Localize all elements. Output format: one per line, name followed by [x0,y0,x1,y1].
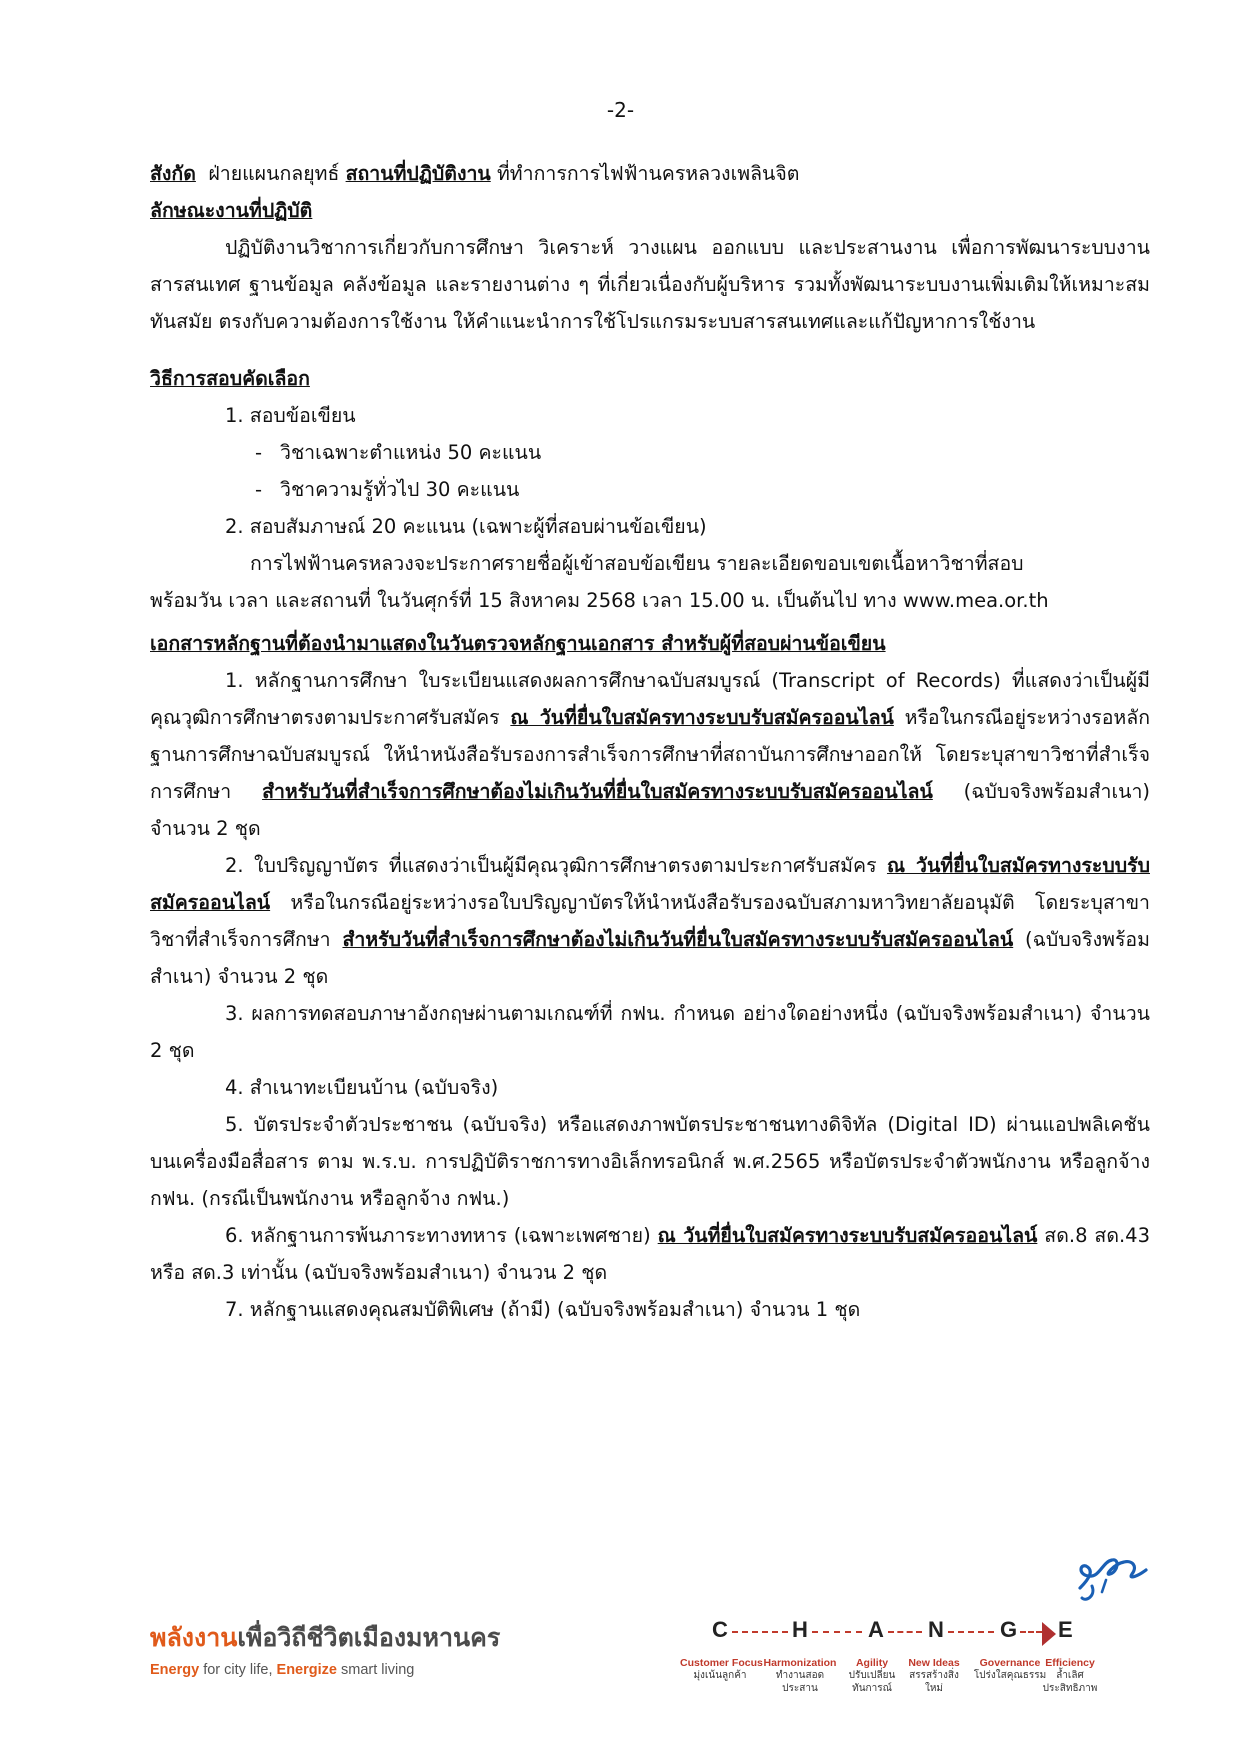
doc2-emphasis: ณ วันที่ยื่นใบสมัครทางระบบรับสมัครออนไลน์ [150,854,1150,914]
workplace-label: สถานที่ปฏิบัติงาน [345,162,491,185]
change-letter: G [1000,1617,1018,1642]
value-en: New Ideas [908,1657,960,1669]
doc6-text: 6. หลักฐานการพ้นภาระทางทหาร (เฉพาะเพศชาย) [225,1224,658,1247]
brand-slogan-th [150,1618,500,1658]
value-harmonization [760,1657,840,1695]
change-letter: A [868,1617,884,1642]
signature-mark [1072,1540,1152,1610]
document-item-6 [150,1217,1150,1291]
selection-subitem: - วิชาเฉพาะตำแหน่ง 50 คะแนน [255,441,542,464]
selection-item-written: 1. สอบข้อเขียน [225,404,356,427]
doc1-text: 1. หลักฐานการศึกษา ใบระเบียนแสดงผลการศึกษาฉบับสมบูรณ์ (Transcript of Records) ที่แสดงว่าเป็นผู้มีคุณวุฒิการศึกษาตรงตามประกาศรับสมัคร [150,669,1150,729]
doc1-text: (ฉบับจริงพร้อมสำเนา) จำนวน 2 ชุด [150,780,1151,840]
brand-en-text: smart living [336,1662,415,1678]
change-letter: N [928,1617,944,1642]
selection-item-interview: 2. สอบสัมภาษณ์ 20 คะแนน (เฉพาะผู้ที่สอบผ่านข้อเขียน) [225,515,707,538]
document-item-4: 4. สำเนาทะเบียนบ้าน (ฉบับจริง) [225,1076,499,1099]
doc1-text: หรือในกรณีอยู่ระหว่างรอหลักฐานการศึกษาฉบับสมบูรณ์ ให้นำหนังสือรับรองการสำเร็จการศึกษาที่สถาบันการศึกษาออกให้ โดยระบุสาขาวิชาที่สำเร็จการศึกษา [150,706,1151,803]
doc6-text: สด.8 สด.43 หรือ สด.3 เท่านั้น (ฉบับจริงพร้อมสำเนา) จำนวน 2 ชุด [150,1224,1150,1284]
value-new-ideas [894,1657,974,1695]
document-body [150,155,1150,1328]
brand-en-text: for city life, [199,1662,277,1678]
value-en: Agility [855,1657,889,1669]
subitem-text: วิชาความรู้ทั่วไป 30 คะแนน [280,478,520,501]
announce-line-1: การไฟฟ้านครหลวงจะประกาศรายชื่อผู้เข้าสอบข้อเขียน รายละเอียดขอบเขตเนื้อหาวิชาที่สอบ [250,552,1024,575]
value-customer-focus [680,1657,763,1682]
selection-subitem: - วิชาความรู้ทั่วไป 30 คะแนน [255,478,520,501]
document-item-5: 5. บัตรประจำตัวประชาชน (ฉบับจริง) หรือแสดงภาพบัตรประชาชนทางดิจิทัล (Digital ID) ผ่านแอปพลิเคชันบนเครื่องมือสื่อสาร ตาม พ.ร.บ. การปฏิบัติราชการทางอิเล็กทรอนิกส์ พ.ศ.2565 หรือบัตรประจำตัวพนักงาน หรือลูกจ้าง กฟน. (กรณีเป็นพนักงาน หรือลูกจ้าง กฟน.) [150,1113,1150,1210]
value-en: Efficiency [1045,1657,1095,1669]
value-efficiency [1032,1657,1108,1695]
footer-brand [150,1618,500,1678]
documents-heading: เอกสารหลักฐานที่ต้องนำมาแสดงในวันตรวจหลักฐานเอกสาร สำหรับผู้ที่สอบผ่านข้อเขียน [150,632,886,655]
affiliation-value: ฝ่ายแผนกลยุทธ์ [208,162,340,185]
brand-th-rest: เพื่อวิถีชีวิตเมืองมหานคร [237,1623,501,1652]
document-item-7: 7. หลักฐานแสดงคุณสมบัติพิเศษ (ถ้ามี) (ฉบับจริงพร้อมสำเนา) จำนวน 1 ชุด [225,1298,861,1321]
doc2-emphasis: สำหรับวันที่สำเร็จการศึกษาต้องไม่เกินวันที่ยื่นใบสมัครทางระบบรับสมัครออนไลน์ [342,928,1014,951]
value-th: มุ่งเน้นลูกค้า [693,1670,747,1681]
brand-th-accent: พลังงาน [150,1623,238,1652]
subitem-text: วิชาเฉพาะตำแหน่ง 50 คะแนน [280,441,542,464]
doc2-text: 2. ใบปริญญาบัตร ที่แสดงว่าเป็นผู้มีคุณวุฒิการศึกษาตรงตามประกาศรับสมัคร [225,854,887,877]
value-en: Harmonization [763,1657,837,1669]
doc1-emphasis: สำหรับวันที่สำเร็จการศึกษาต้องไม่เกินวันที่ยื่นใบสมัครทางระบบรับสมัครออนไลน์ [262,780,933,803]
page-number: -2- [606,98,635,122]
value-th: ล้ำเลิศประสิทธิภาพ [1042,1670,1098,1694]
change-letter: E [1058,1617,1073,1642]
brand-en-energize: Energize [276,1662,337,1678]
value-en: Customer Focus [680,1657,763,1669]
value-en: Governance [979,1657,1041,1669]
change-letter: H [792,1617,808,1642]
job-nature-heading: ลักษณะงานที่ปฏิบัติ [150,199,313,222]
doc1-emphasis: ณ วันที่ยื่นใบสมัครทางระบบรับสมัครออนไลน์ [510,706,894,729]
affiliation-label: สังกัด [150,162,196,185]
arrow-icon [1042,1622,1056,1646]
value-th: โปร่งใสคุณธรรม [973,1670,1047,1681]
affiliation-line [150,155,1150,192]
document-item-1 [150,662,1150,847]
announce-line-2: พร้อมวัน เวลา และสถานที่ ในวันศุกร์ที่ 15 สิงหาคม 2568 เวลา 15.00 น. เป็นต้นไป ทาง www.mea.or.th [150,589,1049,612]
job-nature-text: ปฏิบัติงานวิชาการเกี่ยวกับการศึกษา วิเคราะห์ วางแผน ออกแบบ และประสานงาน เพื่อการพัฒนาระบบงานสารสนเทศ ฐานข้อมูล คลังข้อมูล และรายงานต่าง ๆ ที่เกี่ยวเนื่องกับผู้บริหาร รวมทั้งพัฒนาระบบงานเพิ่มเติมให้เหมาะสม ทันสมัย ตรงกับความต้องการใช้งาน ให้คำแนะนำการใช้โปรแกรมระบบสารสนเทศและแก้ปัญหาการใช้งาน [150,236,1150,333]
change-values-graphic [680,1617,1120,1707]
brand-slogan-en [150,1662,500,1678]
value-th: ทำงานสอดประสาน [775,1670,825,1694]
value-th: สรรสร้างสิ่งใหม่ [909,1670,959,1694]
change-letters [680,1617,1120,1647]
selection-heading: วิธีการสอบคัดเลือก [150,367,310,390]
document-item-2 [150,847,1150,995]
change-letter: C [712,1617,728,1642]
value-th: ปรับเปลี่ยนทันการณ์ [848,1670,896,1694]
workplace-value: ที่ทำการการไฟฟ้านครหลวงเพลินจิต [496,162,800,185]
doc2-text: หรือในกรณีอยู่ระหว่างรอใบปริญญาบัตรให้นำหนังสือรับรองฉบับสภามหาวิทยาลัยอนุมัติ โดยระบุสาขาวิชาที่สำเร็จการศึกษา [150,891,1150,951]
doc2-text: (ฉบับจริงพร้อมสำเนา) จำนวน 2 ชุด [150,928,1150,988]
document-item-3: 3. ผลการทดสอบภาษาอังกฤษผ่านตามเกณฑ์ที่ กฟน. กำหนด อย่างใดอย่างหนึ่ง (ฉบับจริงพร้อมสำเนา) จำนวน 2 ชุด [150,1002,1150,1062]
doc6-emphasis: ณ วันที่ยื่นใบสมัครทางระบบรับสมัครออนไลน์ [657,1224,1038,1247]
brand-en-energy: Energy [150,1662,200,1678]
